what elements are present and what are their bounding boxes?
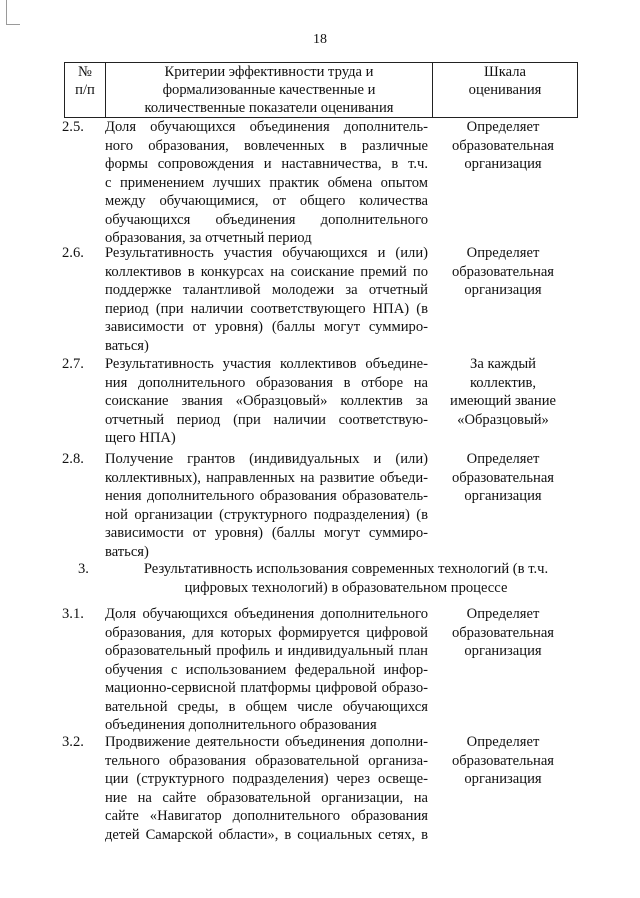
scale-line: образовательная <box>451 263 555 280</box>
description-line: детей Самарской области», в социальных сетях, в <box>105 826 428 843</box>
scale-value <box>432 733 574 789</box>
description-line: зависимости от уровня) (баллы могут суммиро- <box>105 525 428 541</box>
description-line: обучающихся объединения дополнительного <box>105 211 428 228</box>
scale-value <box>432 244 574 300</box>
description-line: ного образования, вовлеченных в различные <box>105 137 428 154</box>
description-line: обучения с использованием федеральной инфор- <box>105 661 428 678</box>
scale-line: организация <box>464 771 542 787</box>
header-number-line: № <box>78 64 92 80</box>
scale-line: организация <box>464 643 542 659</box>
scale-line: Определяет <box>466 119 540 135</box>
row-number: 3.1. <box>62 606 84 622</box>
description-line: Продвижение деятельности объединения дополни- <box>105 734 428 750</box>
criterion-description <box>105 605 428 735</box>
description-line: мационно-сервисной платформы цифровой образо- <box>105 680 428 696</box>
page-number: 18 <box>313 32 327 47</box>
description-line: коллективных), направленных на развитие объеди- <box>105 469 428 486</box>
description-line: между обучающимися, от общего количества <box>105 193 428 209</box>
description-line: сайте «Навигатор дополнительного образования <box>105 808 428 824</box>
scale-line: организация <box>464 282 542 298</box>
scale-line: образовательная <box>451 469 555 486</box>
section-title-line: Результативность использования современных технологий (в т.ч. <box>143 561 549 577</box>
scale-line: Определяет <box>466 606 540 622</box>
description-line: ваться) <box>105 543 149 560</box>
criteria-table-header <box>64 62 578 118</box>
description-line: образования, за отчетный период <box>105 230 312 246</box>
description-line: период (при наличии соответствующего НПА) (в <box>105 300 428 317</box>
description-line: формы сопровождения и наставничества, в т.ч. <box>105 156 428 172</box>
scale-line: образовательная <box>451 137 555 154</box>
criterion-description <box>105 244 428 355</box>
header-criteria-line: формализованные качественные и <box>162 82 376 98</box>
header-criteria-line: Критерии эффективности труда и <box>164 64 374 80</box>
description-line: ния дополнительного образования в отборе на <box>105 374 428 391</box>
description-line: Результативность участия коллективов объедине- <box>105 356 428 372</box>
description-line: отчетный период (при наличии соответствую- <box>105 411 428 428</box>
description-line: тельного образования образовательной организа- <box>105 752 428 769</box>
scale-line: имеющий звание <box>450 393 556 409</box>
scale-line: коллектив, <box>469 374 537 391</box>
scale-line: образовательная <box>451 624 555 641</box>
description-line: нения дополнительного образования образователь- <box>105 488 428 504</box>
description-line: ной организации (структурного подразделения) (в <box>105 506 428 523</box>
scale-line: Определяет <box>466 245 540 261</box>
row-number: 2.8. <box>62 451 84 467</box>
description-line: ние на сайте образовательной организации, на <box>105 789 428 806</box>
description-line: Получение грантов (индивидуальных и (или) <box>105 451 428 467</box>
description-line: объединения дополнительного образования <box>105 717 377 733</box>
criterion-description <box>105 118 428 248</box>
description-line: ции (структурного подразделения) через освеще- <box>105 771 428 787</box>
criterion-description <box>105 733 428 844</box>
description-line: Результативность участия обучающихся и (или) <box>105 245 428 261</box>
row-number: 2.6. <box>62 245 84 261</box>
header-scale-cell <box>433 63 578 118</box>
description-line: образования, для которых формируется цифровой <box>105 624 428 641</box>
description-line: образовательный профиль и индивидуальный план <box>105 643 428 659</box>
scale-line: За каждый <box>470 356 536 372</box>
description-line: коллективов в конкурсах на соискание премий по <box>105 263 428 280</box>
header-scale-line: Шкала <box>484 64 526 80</box>
criterion-description <box>105 355 428 448</box>
scale-line: Определяет <box>466 734 540 750</box>
row-number: 3.2. <box>62 734 84 750</box>
criterion-description <box>105 450 428 561</box>
scale-value <box>432 355 574 429</box>
description-line: Доля обучающихся объединения дополнительного <box>105 606 428 622</box>
section-title-line: цифровых технологий) в образовательном процессе <box>184 580 508 596</box>
header-number-line: п/п <box>75 82 95 98</box>
scale-value <box>432 118 574 174</box>
description-line: поддержке талантливой молодежи за отчетный <box>105 282 428 298</box>
section-title <box>120 560 572 598</box>
section-number: 3. <box>78 561 89 577</box>
description-line: щего НПА) <box>105 430 176 446</box>
row-number: 2.5. <box>62 119 84 135</box>
description-line: зависимости от уровня) (баллы могут суммиро- <box>105 319 428 335</box>
description-line: Доля обучающихся объединения дополнитель- <box>105 119 428 135</box>
scale-line: организация <box>464 488 542 504</box>
header-number-cell <box>65 63 106 118</box>
header-criteria-cell <box>106 63 433 118</box>
description-line: вательной среды, в общем числе обучающихся <box>105 698 428 715</box>
scale-value <box>432 450 574 506</box>
scale-line: «Образцовый» <box>457 411 549 428</box>
header-scale-line: оценивания <box>468 82 542 98</box>
row-number: 2.7. <box>62 356 84 372</box>
description-line: с применением лучших практик обмена опытом <box>105 174 428 191</box>
scale-line: Определяет <box>466 451 540 467</box>
scale-line: организация <box>464 156 542 172</box>
description-line: ваться) <box>105 337 149 354</box>
description-line: соискание звания «Образцовый» коллектив за <box>105 393 428 409</box>
scan-edge-mark <box>6 0 20 25</box>
scale-value <box>432 605 574 661</box>
scale-line: образовательная <box>451 752 555 769</box>
header-criteria-line: количественные показатели оценивания <box>144 100 394 116</box>
